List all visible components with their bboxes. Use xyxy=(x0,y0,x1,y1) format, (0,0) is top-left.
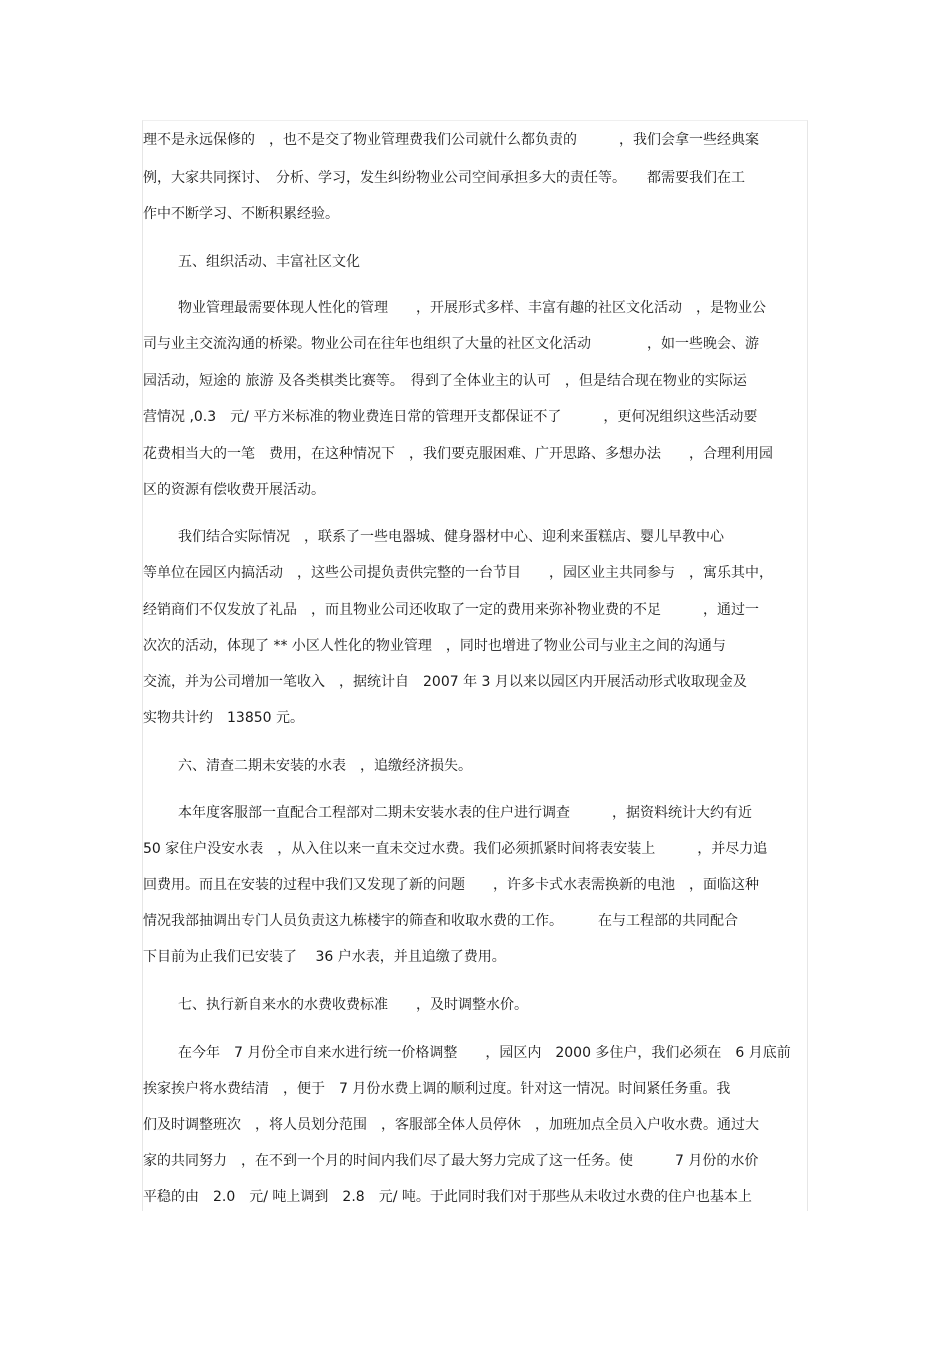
text-line: 平稳的由 2.0 元/ 吨上调到 2.8 元/ 吨。于此同时我们对于那些从未收过水费的住户也基本上 xyxy=(143,1189,752,1205)
text-line: 理不是永远保修的 ，也不是交了物业管理费我们公司就什么都负责的 ，我们会拿一些经典案 xyxy=(143,132,759,148)
text-line: 50 家住户没安水表 ，从入住以来一直未交过水费。我们必须抓紧时间将表安装上 ，并尽力追 xyxy=(143,841,768,857)
text-line: 家的共同努力 ，在不到一个月的时间内我们尽了最大努力完成了这一任务。使 7 月份的水价 xyxy=(143,1153,759,1169)
text-line: 经销商们不仅发放了礼品 ，而且物业公司还收取了一定的费用来弥补物业费的不足 ，通过一 xyxy=(143,602,759,618)
section-heading-6: 六、清查二期未安装的水表 ，追缴经济损失。 xyxy=(178,758,472,774)
text-line: 花费相当大的一笔 费用，在这种情况下 ，我们要克服困难、广开思路、多想办法 ，合理利用园 xyxy=(143,446,773,462)
text-line: 情况我部抽调出专门人员负责这九栋楼宇的筛查和收取水费的工作。 在与工程部的共同配合 xyxy=(143,913,738,929)
text-line: 园活动，短途的 旅游 及各类棋类比赛等。 得到了全体业主的认可 ，但是结合现在物业的实际运 xyxy=(143,373,747,389)
text-line: 实物共计约 13850 元。 xyxy=(143,710,304,726)
text-line: 例，大家共同探讨、 分析、学习，发生纠纷物业公司空间承担多大的责任等。 都需要我们在工 xyxy=(143,170,745,186)
text-line: 们及时调整班次 ，将人员划分范围 ，客服部全体人员停休 ，加班加点全员入户收水费。通过大 xyxy=(143,1117,759,1133)
text-line: 等单位在园区内搞活动 ，这些公司提负责供完整的一台节目 ，园区业主共同参与 ，寓乐其中， xyxy=(143,565,773,581)
section-heading-7: 七、执行新自来水的水费收费标准 ，及时调整水价。 xyxy=(178,997,528,1013)
text-line: 回费用。而且在安装的过程中我们又发现了新的问题 ，许多卡式水表需换新的电池 ，面临这种 xyxy=(143,877,759,893)
text-line: 我们结合实际情况 ，联系了一些电器城、健身器材中心、迎利来蛋糕店、婴儿早教中心 xyxy=(178,529,724,545)
text-line: 营情况 ,0.3 元/ 平方米标准的物业费连日常的管理开支都保证不了 ，更何况组织这些活动要 xyxy=(143,409,758,425)
text-line: 作中不断学习、不断积累经验。 xyxy=(143,206,339,222)
text-line: 下目前为止我们已安装了 36 户水表，并且追缴了费用。 xyxy=(143,949,506,965)
section-heading-5: 五、组织活动、丰富社区文化 xyxy=(178,254,360,270)
text-line: 交流，并为公司增加一笔收入 ，据统计自 2007 年 3 月以来以园区内开展活动形式收取现金及 xyxy=(143,674,747,690)
text-line: 在今年 7 月份全市自来水进行统一价格调整 ，园区内 2000 多住户，我们必须在 6 月底前 xyxy=(178,1045,791,1061)
text-line: 挨家挨户将水费结清 ，便于 7 月份水费上调的顺利过度。针对这一情况。时间紧任务重。我 xyxy=(143,1081,731,1097)
text-line: 次次的活动，体现了 ** 小区人性化的物业管理 ，同时也增进了物业公司与业主之间的沟通与 xyxy=(143,638,726,654)
text-line: 本年度客服部一直配合工程部对二期未安装水表的住户进行调查 ，据资料统计大约有近 xyxy=(178,805,752,821)
text-line: 司与业主交流沟通的桥梁。物业公司在往年也组织了大量的社区文化活动 ，如一些晚会、游 xyxy=(143,336,759,352)
text-line: 物业管理最需要体现人性化的管理 ，开展形式多样、丰富有趣的社区文化活动 ，是物业公 xyxy=(178,300,766,316)
text-line: 区的资源有偿收费开展活动。 xyxy=(143,482,325,498)
